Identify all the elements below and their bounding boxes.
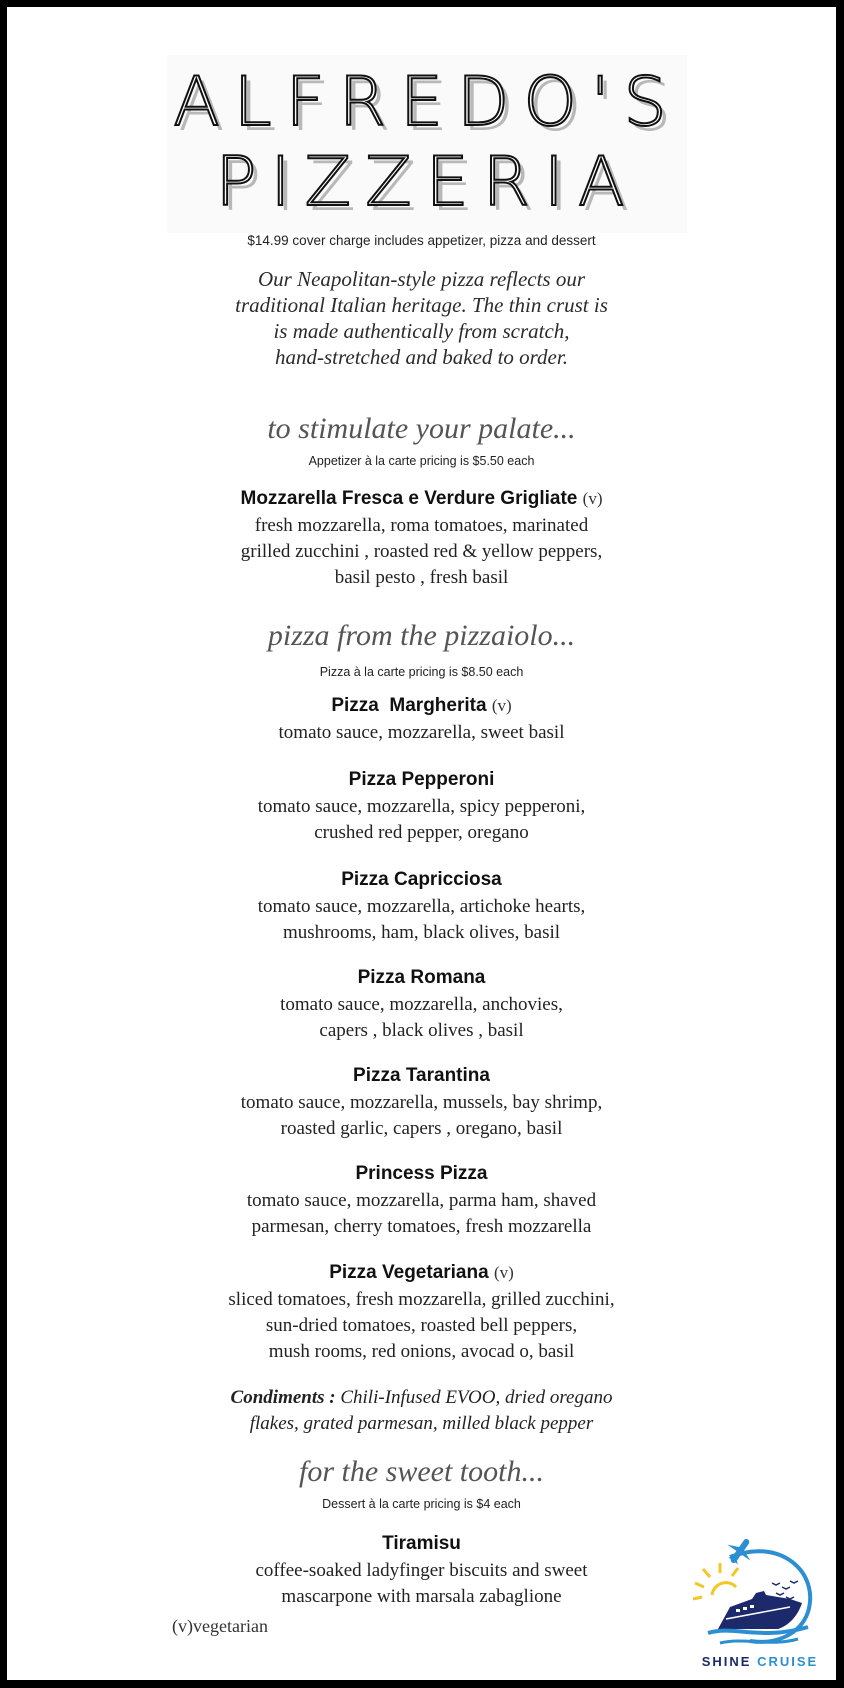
item-description-line: parmesan, cherry tomatoes, fresh mozzarella	[251, 1216, 592, 1237]
item-description-line: grilled zucchini , roasted red & yellow peppers,	[240, 541, 603, 562]
item-description-line: tomato sauce, mozzarella, parma ham, shaved	[246, 1190, 597, 1211]
pizza-pricing: Pizza à la carte pricing is $8.50 each	[319, 665, 524, 679]
item-name: Pizza Margherita	[331, 695, 487, 716]
section-heading-pizzas: pizza from the pizzaiolo...	[267, 619, 576, 652]
intro-line-2: traditional Italian heritage. The thin crust is	[235, 293, 608, 317]
item-description-line: capers , black olives , basil	[319, 1020, 524, 1041]
brand-word-cruise: CRUISE	[757, 1654, 819, 1669]
item-description-line: tomato sauce, mozzarella, anchovies,	[280, 994, 563, 1015]
item-description-line: sliced tomatoes, fresh mozzarella, grilled zucchini,	[228, 1289, 615, 1310]
menu-item-title: Tiramisu	[382, 1533, 461, 1554]
condiments-line-2: flakes, grated parmesan, milled black pepper	[249, 1413, 594, 1434]
item-description-line: mushrooms, ham, black olives, basil	[282, 922, 561, 943]
item-description-line: tomato sauce, mozzarella, mussels, bay shrimp,	[240, 1092, 603, 1113]
vegetarian-tag: (v)	[582, 489, 603, 508]
item-description-line: tomato sauce, mozzarella, spicy pepperoni,	[257, 796, 586, 817]
item-description-line: basil pesto , fresh basil	[334, 567, 509, 588]
dessert-pricing: Dessert à la carte pricing is $4 each	[322, 1497, 521, 1511]
brand-word-shine: SHINE	[701, 1654, 752, 1669]
menu-item-title: Pizza Pepperoni	[348, 769, 495, 790]
vegetarian-tag: (v)	[493, 1263, 514, 1282]
section-heading-appetizers: to stimulate your palate...	[267, 412, 576, 445]
logo-line-2: PIZZERIA	[215, 143, 639, 222]
menu-item-title	[7, 488, 836, 510]
item-description-line: tomato sauce, mozzarella, sweet basil	[278, 722, 565, 743]
item-description-line: mascarpone with marsala zabaglione	[281, 1586, 562, 1607]
condiments-label: Condiments :	[230, 1387, 336, 1408]
menu-page	[7, 7, 836, 1680]
menu-item-title: Princess Pizza	[355, 1163, 488, 1184]
appetizer-pricing: Appetizer à la carte pricing is $5.50 each	[308, 454, 535, 468]
intro-line-1: Our Neapolitan-style pizza reflects our	[257, 267, 586, 291]
menu-item-title: Pizza Capricciosa	[341, 869, 502, 890]
condiments-line-1	[7, 1385, 836, 1411]
cruise-ship-icon	[690, 1537, 830, 1652]
menu-item-title	[7, 695, 836, 717]
shine-cruise-logo	[690, 1537, 830, 1680]
vegetarian-legend: (v)vegetarian	[172, 1616, 268, 1636]
intro-line-4: hand-stretched and baked to order.	[275, 345, 568, 369]
item-description-line: sun-dried tomatoes, roasted bell peppers,	[265, 1315, 578, 1336]
item-description-line: fresh mozzarella, roma tomatoes, marinated	[254, 515, 589, 536]
cover-charge: $14.99 cover charge includes appetizer, pizza and dessert	[247, 233, 596, 248]
condiments-text: Chili-Infused EVOO, dried oregano	[335, 1387, 613, 1408]
item-name: Pizza Vegetariana	[329, 1262, 489, 1283]
brand-name	[690, 1654, 830, 1669]
item-description-line: roasted garlic, capers , oregano, basil	[280, 1118, 563, 1139]
logo-line-1: ALFREDO'S	[173, 63, 681, 142]
intro-line-3: is made authentically from scratch,	[273, 319, 570, 343]
item-name: Mozzarella Fresca e Verdure Grigliate	[240, 488, 578, 509]
item-description-line: mush rooms, red onions, avocad o, basil	[268, 1341, 575, 1362]
item-description-line: crushed red pepper, oregano	[314, 822, 529, 843]
vegetarian-tag: (v)	[491, 696, 512, 715]
item-description-line: tomato sauce, mozzarella, artichoke hearts,	[257, 896, 586, 917]
section-heading-desserts: for the sweet tooth...	[299, 1455, 544, 1488]
menu-item-title: Pizza Romana	[357, 967, 486, 988]
restaurant-logo	[167, 55, 687, 233]
item-description-line: coffee-soaked ladyfinger biscuits and sweet	[255, 1560, 588, 1581]
menu-item-title	[7, 1262, 836, 1284]
menu-item-title: Pizza Tarantina	[353, 1065, 490, 1086]
